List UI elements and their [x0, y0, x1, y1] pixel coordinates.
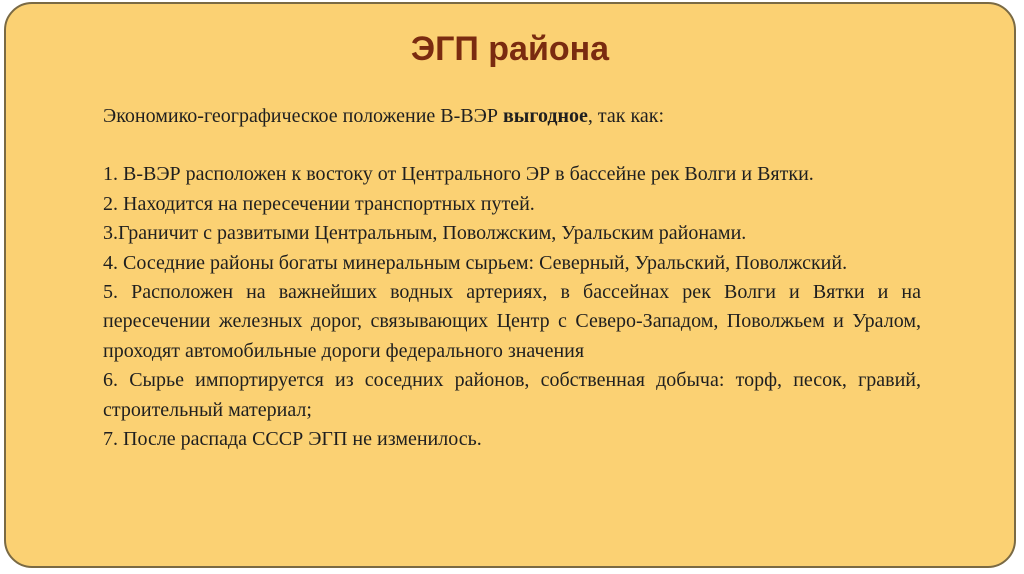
point-item: 5. Расположен на важнейших водных артериях, в бассейнах рек Волги и Вятки и на пересечении железных дорог, связывающих Центр с Северо-Западом, Поволжьем и Уралом, проходят автомобильные дороги федерального значения: [103, 281, 921, 362]
intro-after: , так как:: [587, 105, 665, 127]
points-list: [103, 160, 921, 454]
point-item: 6. Сырье импортируется из соседних районов, собственная добыча: торф, песок, гравий, строительный материал;: [103, 369, 921, 421]
point-item: 4. Соседние районы богаты минеральным сырьем: Северный, Уральский, Поволжский.: [103, 251, 848, 274]
point-item: 1. В-ВЭР расположен к востоку от Центрального ЭР в бассейне рек Волги и Вятки.: [103, 163, 814, 186]
point-item: 7. После распада СССР ЭГП не изменилось.: [103, 428, 482, 451]
intro-text: [103, 102, 921, 131]
spacer: [103, 131, 921, 160]
slide-title: ЭГП района: [410, 30, 610, 68]
slide-body: [103, 102, 921, 454]
point-item: 3.Граничит с развитыми Центральным, Поволжским, Уральским районами.: [103, 222, 747, 245]
intro-bold: выгодное: [502, 105, 588, 127]
point-item: 2. Находится на пересечении транспортных путей.: [103, 192, 535, 215]
intro-before: Экономико-географическое положение В-ВЭР: [103, 105, 503, 127]
slide: [4, 2, 1016, 568]
